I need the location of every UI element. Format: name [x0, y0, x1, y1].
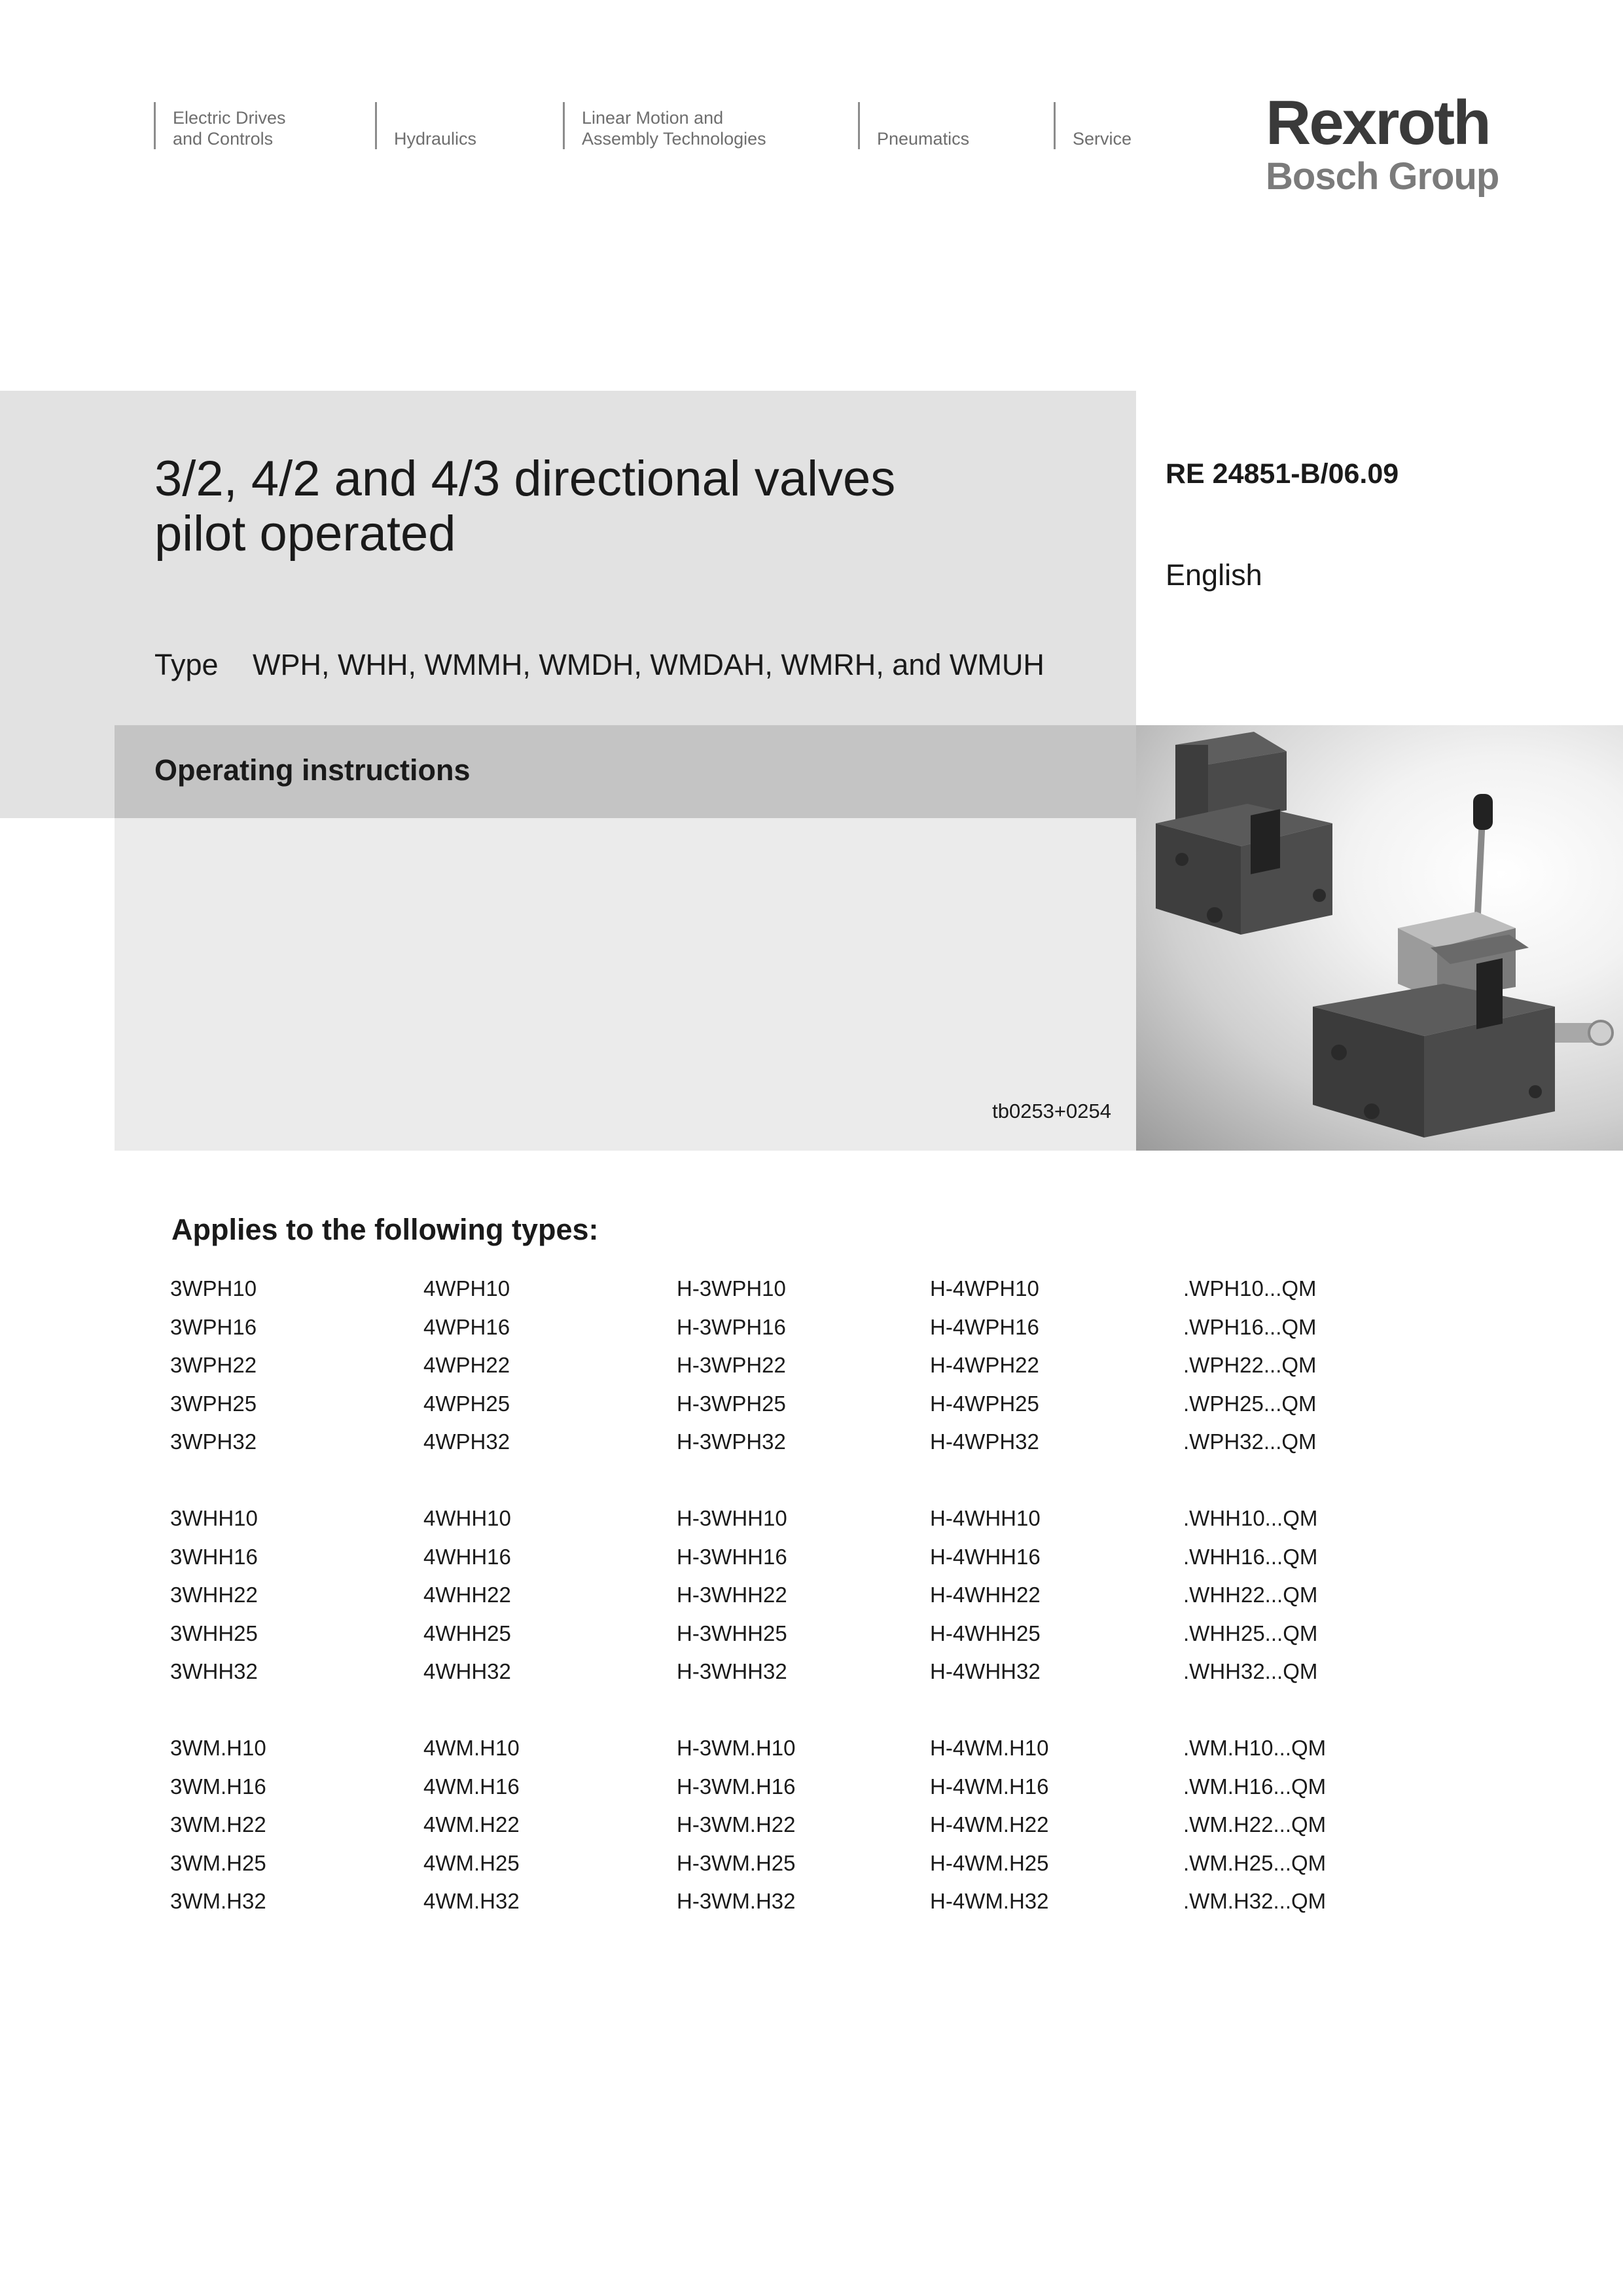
table-row	[170, 1576, 1380, 1615]
type-cell: H-4WM.H25	[930, 1850, 1049, 1875]
valve-top-left	[1156, 732, 1332, 935]
type-cell: 3WPH22	[170, 1353, 257, 1378]
type-cell: H-4WHH32	[930, 1659, 1041, 1684]
type-cell: .WPH25...QM	[1183, 1391, 1317, 1416]
table-row	[170, 1538, 1380, 1577]
type-cell: .WM.H16...QM	[1183, 1774, 1327, 1799]
nav-linear-motion[interactable]	[563, 102, 766, 149]
type-cell: H-3WM.H25	[677, 1850, 796, 1875]
type-cell: .WHH22...QM	[1183, 1583, 1318, 1607]
type-value: WPH, WHH, WMMH, WMDH, WMDAH, WMRH, and WMUH	[253, 648, 1044, 681]
type-cell: 3WPH10	[170, 1276, 257, 1301]
type-cell: H-4WM.H22	[930, 1812, 1049, 1837]
operating-instructions-label: Operating instructions	[154, 753, 471, 787]
type-cell: .WM.H10...QM	[1183, 1736, 1327, 1761]
image-caption-panel	[115, 818, 1136, 1151]
type-cell: .WM.H32...QM	[1183, 1889, 1327, 1914]
type-cell: .WM.H25...QM	[1183, 1850, 1327, 1875]
type-cell: 3WHH10	[170, 1506, 258, 1531]
group-spacer	[170, 1691, 1380, 1730]
type-cell: H-3WPH22	[677, 1353, 786, 1378]
type-cell: H-3WPH25	[677, 1391, 786, 1416]
valve-bottom-right	[1313, 794, 1613, 1138]
type-cell: .WPH16...QM	[1183, 1314, 1317, 1339]
title-band-extension	[0, 725, 115, 818]
product-photo	[1136, 725, 1623, 1151]
type-cell: 4WM.H25	[423, 1850, 520, 1875]
type-cell: H-4WM.H10	[930, 1736, 1049, 1761]
table-row	[170, 1346, 1380, 1385]
nav-label-line: Electric Drives	[173, 108, 286, 128]
type-label: Type	[154, 648, 219, 681]
type-cell: 3WM.H32	[170, 1889, 266, 1914]
type-cell: 3WPH25	[170, 1391, 257, 1416]
type-cell: H-4WPH22	[930, 1353, 1039, 1378]
table-row	[170, 1499, 1380, 1538]
type-cell: H-3WHH10	[677, 1506, 787, 1531]
title-line-2: pilot operated	[154, 506, 456, 562]
type-cell: 3WHH32	[170, 1659, 258, 1684]
type-cell: 3WHH22	[170, 1583, 258, 1607]
type-cell: 4WM.H10	[423, 1736, 520, 1761]
table-row	[170, 1615, 1380, 1653]
type-cell: .WPH32...QM	[1183, 1429, 1317, 1454]
type-cell: .WHH32...QM	[1183, 1659, 1318, 1684]
table-row	[170, 1385, 1380, 1424]
document-language: English	[1166, 558, 1262, 592]
type-cell: .WHH16...QM	[1183, 1544, 1318, 1569]
applies-heading: Applies to the following types:	[171, 1213, 599, 1246]
nav-label-line: and Controls	[173, 129, 274, 149]
type-cell: 4WHH16	[423, 1544, 511, 1569]
type-cell: H-4WHH25	[930, 1621, 1041, 1645]
type-cell: 4WHH32	[423, 1659, 511, 1684]
type-cell: 4WM.H16	[423, 1774, 520, 1799]
type-cell: H-3WHH32	[677, 1659, 787, 1684]
type-cell: H-3WPH32	[677, 1429, 786, 1454]
type-cell: 4WPH32	[423, 1429, 510, 1454]
title-line-1: 3/2, 4/2 and 4/3 directional valves	[154, 451, 896, 507]
table-row	[170, 1653, 1380, 1691]
valve-illustration	[1136, 725, 1623, 1151]
type-cell: H-4WHH16	[930, 1544, 1041, 1569]
type-cell: H-4WM.H16	[930, 1774, 1049, 1799]
table-row	[170, 1308, 1380, 1347]
nav-electric-drives[interactable]	[154, 102, 286, 149]
image-code: tb0253+0254	[992, 1100, 1111, 1122]
type-cell: 3WM.H25	[170, 1850, 266, 1875]
type-cell: 3WPH32	[170, 1429, 257, 1454]
type-cell: 3WHH16	[170, 1544, 258, 1569]
table-row	[170, 1844, 1380, 1883]
type-cell: H-3WM.H16	[677, 1774, 796, 1799]
type-cell: 3WPH16	[170, 1314, 257, 1339]
type-cell: H-3WM.H22	[677, 1812, 796, 1837]
table-row	[170, 1806, 1380, 1844]
table-row	[170, 1729, 1380, 1768]
type-cell: H-3WPH10	[677, 1276, 786, 1301]
table-row	[170, 1270, 1380, 1308]
type-cell: 4WPH25	[423, 1391, 510, 1416]
type-cell: .WHH10...QM	[1183, 1506, 1318, 1531]
type-cell: 4WHH10	[423, 1506, 511, 1531]
document-number: RE 24851-B/06.09	[1166, 458, 1399, 490]
nav-label-line: Pneumatics	[877, 129, 970, 149]
type-cell: 4WHH22	[423, 1583, 511, 1607]
type-cell: 4WM.H22	[423, 1812, 520, 1837]
page-title	[154, 452, 895, 562]
type-cell: H-3WHH16	[677, 1544, 787, 1569]
nav-service[interactable]	[1054, 102, 1132, 149]
type-cell: H-4WHH22	[930, 1583, 1041, 1607]
table-row	[170, 1882, 1380, 1921]
type-cell: 3WM.H16	[170, 1774, 266, 1799]
type-cell: 4WM.H32	[423, 1889, 520, 1914]
logo-brand: Rexroth	[1266, 88, 1489, 158]
table-row	[170, 1768, 1380, 1806]
type-cell: H-4WPH16	[930, 1314, 1039, 1339]
type-cell: 4WPH16	[423, 1314, 510, 1339]
type-cell: H-3WHH22	[677, 1583, 787, 1607]
type-cell: .WPH10...QM	[1183, 1276, 1317, 1301]
logo-group: Bosch Group	[1266, 155, 1499, 198]
type-cell: .WM.H22...QM	[1183, 1812, 1327, 1837]
type-cell: 4WPH22	[423, 1353, 510, 1378]
rexroth-logo	[1266, 88, 1527, 198]
type-cell: H-3WPH16	[677, 1314, 786, 1339]
nav-label-line: Linear Motion and	[582, 108, 724, 128]
table-row	[170, 1423, 1380, 1462]
type-cell: H-4WPH10	[930, 1276, 1039, 1301]
type-cell: .WHH25...QM	[1183, 1621, 1318, 1645]
type-cell: 3WHH25	[170, 1621, 258, 1645]
nav-label-line: Assembly Technologies	[582, 129, 766, 149]
types-table	[170, 1270, 1380, 1921]
group-spacer	[170, 1462, 1380, 1500]
nav-label-line: Hydraulics	[394, 129, 477, 149]
type-cell: H-4WM.H32	[930, 1889, 1049, 1914]
nav-hydraulics[interactable]	[375, 102, 476, 149]
type-cell: H-4WPH32	[930, 1429, 1039, 1454]
type-cell: 4WHH25	[423, 1621, 511, 1645]
type-cell: 3WM.H22	[170, 1812, 266, 1837]
nav-pneumatics[interactable]	[858, 102, 969, 149]
type-cell: 3WM.H10	[170, 1736, 266, 1761]
type-cell: H-4WHH10	[930, 1506, 1041, 1531]
type-cell: H-3WM.H32	[677, 1889, 796, 1914]
type-cell: .WPH22...QM	[1183, 1353, 1317, 1378]
nav-label-line: Service	[1073, 129, 1132, 149]
type-cell: H-3WM.H10	[677, 1736, 796, 1761]
type-cell: 4WPH10	[423, 1276, 510, 1301]
type-cell: H-4WPH25	[930, 1391, 1039, 1416]
type-cell: H-3WHH25	[677, 1621, 787, 1645]
type-line	[154, 648, 1044, 682]
